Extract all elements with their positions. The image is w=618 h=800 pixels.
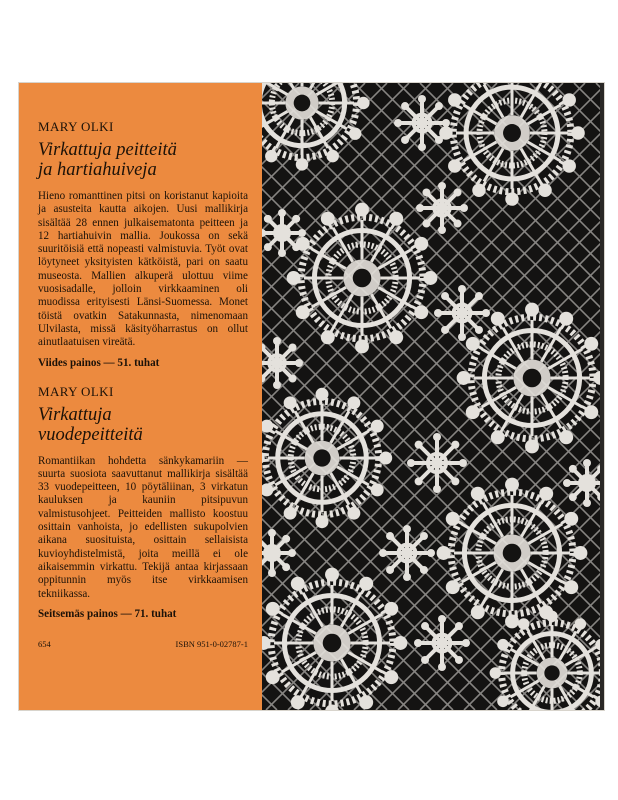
- lace-star: [414, 615, 470, 671]
- spine-edge: [600, 83, 604, 710]
- book2-edition: Seitsemäs painos — 71. tuhat: [38, 607, 177, 620]
- isbn-number: ISBN 951-0-02787-1: [175, 639, 248, 649]
- lace-star: [407, 433, 467, 493]
- book1-edition: Viides painos — 51. tuhat: [38, 356, 160, 369]
- lace-pattern-image: [262, 83, 604, 710]
- product-code: 654: [38, 639, 51, 649]
- book2-title: [38, 405, 248, 445]
- book2-title-line2: vuodepeitteitä: [38, 424, 143, 445]
- book1-description: Hieno romanttinen pitsi on koristanut kapioita ja asusteita kautta aikojen. Uusi mallikirja sisältää 28 ennen julkaisematonta peitteen ja 12 hartiahuivin mallia. Joukossa on sekä suuritöisiä että nopeasti valmistuvia. Työt ovat löytyneet yksityisten kätköistä, pari on saatu museosta. Mallien alkuperä ulottuu viime vuosisadalle, jolloin virkkaaminen oli muodissa erityisesti Länsi-Suomessa. Monet töistä ovatkin Satakunnasta, nimenomaan Ulvilasta, missä käsityöharrastus on ollut ainutlaatuisen vireätä.: [38, 190, 248, 349]
- book-back-cover: [19, 83, 604, 710]
- book2-author: MARY OLKI: [38, 383, 114, 399]
- lace-medallion: [439, 83, 585, 206]
- book2-description: Romantiikan hohdetta sänkykamariin — suurta suosiota saavuttanut mallikirja sisältää 33 vuodepeitteen, 10 pöytäliinan, 3 virkatun kauluksen ja kauniin pitsipuvun valmistusohjeet. Peitteiden mallisto koostuu osittain vanhoista, jo edellisten sukupolvien aikana suosituista, osittain sellaisista kuvioyhdistelmistä, joita meillä ei ole aikaisemmin virkattu. Tekijä antaa kirjassaan oppitunnin myös itse virkkaamisen tekniikassa.: [38, 454, 248, 600]
- book1-author: MARY OLKI: [38, 119, 114, 134]
- book1-title-line2: ja hartiahuiveja: [38, 160, 157, 180]
- lace-star: [416, 182, 468, 234]
- book1-section: [38, 119, 248, 369]
- book2-title-line1: Virkattuja: [38, 404, 112, 425]
- lace-medallion: [262, 568, 407, 710]
- text-panel: [19, 83, 262, 710]
- lace-star: [262, 337, 303, 389]
- lace-star: [434, 285, 490, 341]
- book2-section: [38, 384, 248, 620]
- crochet-lace-photo: [262, 83, 604, 710]
- lace-medallion: [287, 203, 438, 354]
- book1-title-line1: Virkattuja peitteitä: [38, 140, 177, 160]
- lace-star: [379, 525, 435, 581]
- lace-star: [394, 95, 450, 151]
- book1-title: [38, 140, 248, 180]
- cover-footer: [38, 639, 248, 649]
